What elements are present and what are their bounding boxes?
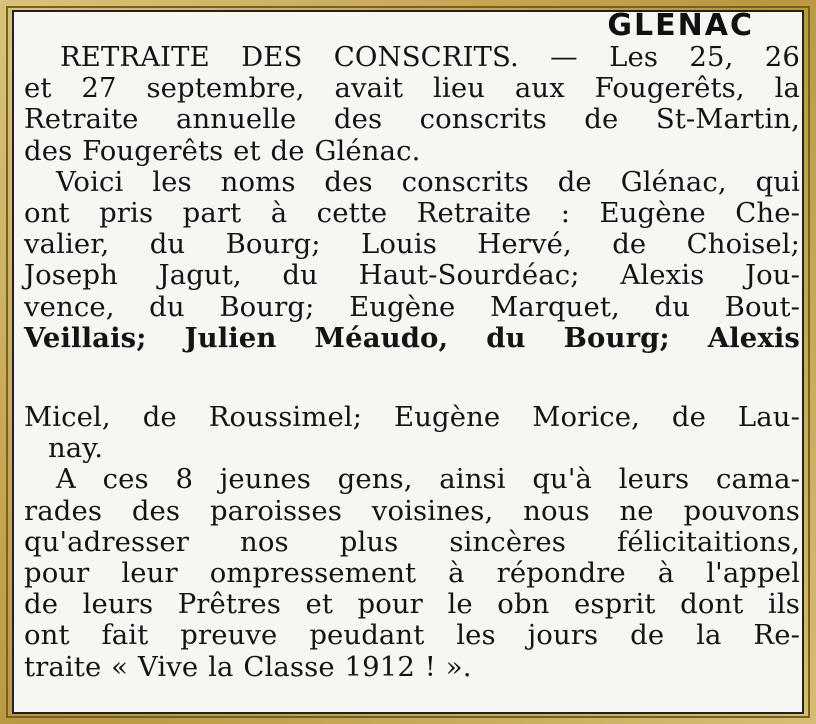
- article-line: rades des paroisses voisines, nous ne pouvons: [24, 494, 800, 527]
- article-line: A ces 8 jeunes gens, ainsi qu'à leurs cama-: [56, 463, 800, 496]
- article-line: RETRAITE DES CONSCRITS. — Les 25, 26: [60, 41, 800, 73]
- article-top-column: [24, 42, 800, 354]
- article-line: ont fait preuve peudant les jours de la Re-: [24, 619, 800, 652]
- article-line: pour leur ompressement à répondre à l'appel: [24, 557, 800, 590]
- article-line: ont pris part à cette Retraite : Eugène Che-: [24, 197, 800, 230]
- article-line: nay.: [48, 432, 104, 465]
- article-line: Veillais; Julien Méaudo, du Bourg; Alexis: [24, 321, 800, 354]
- article-line: Retraite annuelle des conscrits de St-Martin,: [24, 103, 800, 136]
- article-line: Micel, de Roussimel; Eugène Morice, de Lau-: [24, 401, 800, 433]
- article-line: traite « Vive la Classe 1912 ! ».: [24, 650, 472, 683]
- section-header: GLENAC: [607, 10, 754, 43]
- article-line: Joseph Jagut, du Haut-Sourdéac; Alexis Jou-: [24, 259, 800, 292]
- article-line: valier, du Bourg; Louis Hervé, de Choisel;: [24, 228, 800, 261]
- article-line: Voici les noms des conscrits de Glénac, qui: [56, 165, 800, 198]
- article-bottom-column: [24, 402, 800, 683]
- newspaper-clipping: [12, 10, 804, 714]
- article-line: des Fougerêts et de Glénac.: [24, 134, 421, 167]
- article-line: vence, du Bourg; Eugène Marquet, du Bout-: [24, 290, 800, 323]
- article-line: qu'adresser nos plus sincères félicitaitions,: [24, 525, 800, 558]
- article-line: et 27 septembre, avait lieu aux Fougerêts, la: [24, 72, 800, 105]
- article-line: de leurs Prêtres et pour le obn esprit dont ils: [24, 588, 800, 621]
